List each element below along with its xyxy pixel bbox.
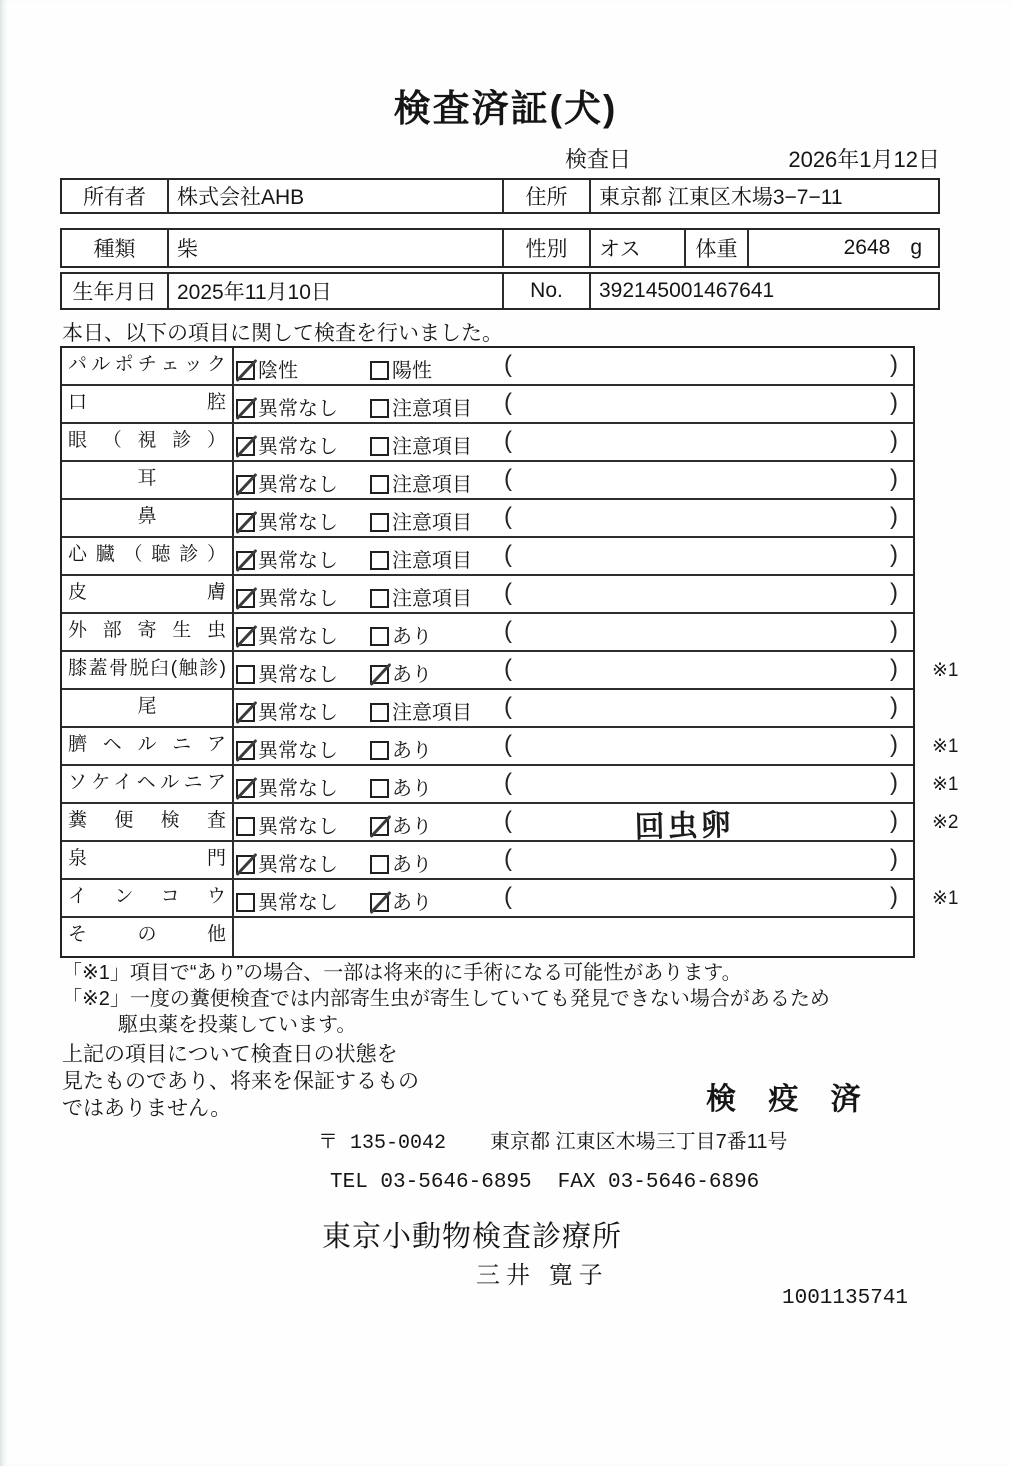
checkbox-label: あり bbox=[392, 740, 432, 762]
checklist-row bbox=[62, 614, 913, 652]
footnote-2-cont: 駆虫薬を投薬しています。 bbox=[118, 1014, 357, 1036]
row-content bbox=[234, 918, 913, 956]
checkbox-group bbox=[370, 468, 472, 497]
checkbox-group bbox=[236, 468, 338, 497]
checkbox-group bbox=[236, 354, 298, 383]
close-paren: ) bbox=[890, 389, 898, 416]
item-label: 膝蓋骨脱臼(触診) bbox=[62, 652, 234, 688]
checkbox-group bbox=[370, 734, 432, 763]
item-label: 泉門 bbox=[62, 842, 234, 878]
checkbox-group bbox=[370, 696, 472, 725]
disclaimer-line-1: 上記の項目について検査日の状態を bbox=[62, 1043, 398, 1066]
checkbox-unchecked[interactable] bbox=[370, 551, 389, 570]
checkbox-checked[interactable] bbox=[236, 475, 255, 494]
open-paren: ( bbox=[504, 617, 512, 644]
row-content bbox=[234, 728, 959, 764]
checkbox-group bbox=[370, 430, 472, 459]
close-paren: ) bbox=[890, 427, 898, 454]
row-content bbox=[234, 462, 913, 498]
clinic-name: 東京小動物検査診療所 bbox=[322, 1221, 623, 1253]
postal-code: 〒 135-0042 bbox=[318, 1132, 447, 1155]
checkbox-checked[interactable] bbox=[236, 551, 255, 570]
checkbox-group bbox=[236, 658, 338, 687]
sex-label: 性別 bbox=[502, 230, 589, 266]
checklist-row bbox=[62, 652, 959, 690]
checkbox-label: 注意項目 bbox=[392, 474, 472, 496]
sex-value: オス bbox=[589, 230, 684, 266]
close-paren: ) bbox=[890, 579, 898, 606]
weight-label: 体重 bbox=[684, 230, 747, 266]
footnote-2: 「※2」一度の糞便検査では内部寄生虫が寄生していても発見できない場合があるため bbox=[62, 988, 830, 1010]
checkbox-label: あり bbox=[392, 854, 432, 876]
checklist-row bbox=[62, 348, 913, 386]
open-paren: ( bbox=[504, 351, 512, 378]
ref-mark: ※1 bbox=[932, 774, 959, 795]
row-content bbox=[234, 614, 913, 650]
open-paren: ( bbox=[504, 883, 512, 910]
close-paren: ) bbox=[890, 503, 898, 530]
open-paren: ( bbox=[504, 541, 512, 568]
row-content bbox=[234, 348, 913, 384]
pen-check-mark-icon bbox=[236, 625, 258, 648]
address-label: 住所 bbox=[502, 180, 589, 212]
item-label: 鼻 bbox=[62, 500, 234, 536]
clinic-address: 東京都 江東区木場三丁目7番11号 bbox=[490, 1131, 788, 1153]
checkbox-unchecked[interactable] bbox=[370, 703, 389, 722]
exam-date-value: 2026年1月12日 bbox=[788, 147, 940, 172]
checkbox-checked[interactable] bbox=[236, 627, 255, 646]
tel-fax-line bbox=[330, 1171, 759, 1194]
item-label: 眼（視診） bbox=[62, 424, 234, 460]
open-paren: ( bbox=[504, 845, 512, 872]
checkbox-unchecked[interactable] bbox=[370, 627, 389, 646]
disclaimer-line-3: ではありません。 bbox=[62, 1097, 232, 1120]
checklist-row bbox=[62, 576, 913, 614]
checkbox-label: あり bbox=[392, 816, 432, 838]
row-content bbox=[234, 424, 913, 460]
no-label: No. bbox=[502, 274, 589, 308]
pen-check-mark-icon bbox=[236, 701, 258, 724]
disclaimer-line-2: 見たものであり、将来を保証するもの bbox=[62, 1070, 419, 1093]
checkbox-label: 異常なし bbox=[258, 588, 338, 610]
checkbox-label: あり bbox=[392, 778, 432, 800]
checkbox-checked[interactable] bbox=[236, 513, 255, 532]
checkbox-label: 陰性 bbox=[258, 360, 298, 382]
checkbox-group bbox=[236, 886, 338, 915]
row-content bbox=[234, 500, 913, 536]
checkbox-label: 注意項目 bbox=[392, 436, 472, 458]
checklist-row bbox=[62, 424, 913, 462]
row-content bbox=[234, 538, 913, 574]
checkbox-group bbox=[370, 772, 432, 801]
row-content bbox=[234, 766, 959, 802]
examiner-name: 三井 寛子 bbox=[476, 1262, 609, 1289]
checkbox-label: 異常なし bbox=[258, 816, 338, 838]
postal-line bbox=[318, 1125, 787, 1155]
quarantine-stamp: 検 疫 済 bbox=[706, 1083, 873, 1116]
checklist-row bbox=[62, 842, 913, 880]
pen-check-mark-icon bbox=[236, 777, 258, 800]
open-paren: ( bbox=[504, 769, 512, 796]
owner-table bbox=[60, 178, 940, 214]
open-paren: ( bbox=[504, 655, 512, 682]
checklist-row bbox=[62, 690, 913, 728]
owner-value: 株式会社AHB bbox=[167, 180, 502, 212]
birthdate-value: 2025年11月10日 bbox=[167, 274, 502, 308]
checkbox-label: 異常なし bbox=[258, 436, 338, 458]
pen-check-mark-icon bbox=[236, 397, 258, 420]
checkbox-unchecked[interactable] bbox=[370, 513, 389, 532]
checkbox-unchecked[interactable] bbox=[236, 817, 255, 836]
item-label: 臍ヘルニア bbox=[62, 728, 234, 764]
checklist-row bbox=[62, 804, 959, 845]
checkbox-group bbox=[236, 544, 338, 573]
pen-check-mark-icon bbox=[236, 549, 258, 572]
checkbox-unchecked[interactable] bbox=[370, 399, 389, 418]
checkbox-unchecked[interactable] bbox=[370, 779, 389, 798]
checkbox-label: 異常なし bbox=[258, 550, 338, 572]
row-content bbox=[234, 690, 913, 726]
checkbox-checked[interactable] bbox=[370, 665, 389, 684]
checkbox-checked[interactable] bbox=[236, 779, 255, 798]
checkbox-group bbox=[236, 392, 338, 421]
info-table-row2 bbox=[60, 272, 940, 310]
checkbox-checked[interactable] bbox=[236, 399, 255, 418]
ref-mark: ※1 bbox=[932, 736, 959, 757]
checklist-row bbox=[62, 538, 913, 576]
checkbox-checked[interactable] bbox=[236, 589, 255, 608]
checkbox-label: 異常なし bbox=[258, 664, 338, 686]
checkbox-group bbox=[236, 620, 338, 649]
exam-date-label: 検査日 bbox=[565, 147, 632, 172]
open-paren: ( bbox=[504, 579, 512, 606]
pen-check-mark-icon bbox=[236, 435, 258, 458]
open-paren: ( bbox=[504, 693, 512, 720]
pen-check-mark-icon bbox=[370, 663, 392, 686]
row-content bbox=[234, 652, 959, 688]
checkbox-unchecked[interactable] bbox=[370, 741, 389, 760]
weight-value: 2648 bbox=[843, 236, 891, 259]
checkbox-unchecked[interactable] bbox=[236, 665, 255, 684]
fax-number: FAX 03-5646-6896 bbox=[557, 1171, 760, 1194]
ref-mark: ※1 bbox=[932, 660, 959, 681]
item-label: パルポチェック bbox=[62, 348, 234, 384]
address-value: 東京都 江東区木場3−7−11 bbox=[589, 180, 938, 212]
checkbox-label: 異常なし bbox=[258, 854, 338, 876]
open-paren: ( bbox=[504, 427, 512, 454]
checkbox-group bbox=[236, 430, 338, 459]
checkbox-label: 注意項目 bbox=[392, 512, 472, 534]
checkbox-label: 異常なし bbox=[258, 398, 338, 420]
row-content bbox=[234, 576, 913, 612]
document-number: 1001135741 bbox=[782, 1287, 909, 1310]
checkbox-unchecked[interactable] bbox=[370, 475, 389, 494]
checkbox-unchecked[interactable] bbox=[370, 855, 389, 874]
open-paren: ( bbox=[504, 807, 512, 834]
item-label: 尾 bbox=[62, 690, 234, 726]
checkbox-label: あり bbox=[392, 626, 432, 648]
pen-check-mark-icon bbox=[236, 473, 258, 496]
close-paren: ) bbox=[890, 769, 898, 796]
pen-check-mark-icon bbox=[370, 815, 392, 838]
checkbox-group bbox=[236, 772, 338, 801]
checkbox-label: あり bbox=[392, 664, 432, 686]
ref-mark: ※2 bbox=[932, 812, 959, 833]
row-content bbox=[234, 842, 913, 878]
close-paren: ) bbox=[890, 883, 898, 910]
intro-statement: 本日、以下の項目に関して検査を行いました。 bbox=[62, 322, 503, 345]
info-table-row1 bbox=[60, 228, 940, 268]
checklist-row bbox=[62, 462, 913, 500]
checkbox-unchecked[interactable] bbox=[370, 361, 389, 380]
weight-unit: g bbox=[910, 236, 922, 259]
checkbox-checked[interactable] bbox=[236, 361, 255, 380]
checkbox-group bbox=[236, 810, 338, 839]
pen-check-mark-icon bbox=[236, 853, 258, 876]
item-label: 耳 bbox=[62, 462, 234, 498]
tel-number: TEL 03-5646-6895 bbox=[330, 1171, 532, 1194]
open-paren: ( bbox=[504, 465, 512, 492]
checkbox-label: 注意項目 bbox=[392, 398, 472, 420]
breed-label: 種類 bbox=[93, 238, 136, 261]
disclaimer bbox=[62, 1041, 472, 1122]
checkbox-group bbox=[370, 506, 472, 535]
item-label: インコウ bbox=[62, 880, 234, 916]
pen-check-mark-icon bbox=[236, 587, 258, 610]
pen-check-mark-icon bbox=[236, 511, 258, 534]
checkbox-label: 異常なし bbox=[258, 512, 338, 534]
checkbox-label: 注意項目 bbox=[392, 550, 472, 572]
open-paren: ( bbox=[504, 503, 512, 530]
item-label: 外部寄生虫 bbox=[62, 614, 234, 650]
checkbox-unchecked[interactable] bbox=[370, 589, 389, 608]
checkbox-label: 陽性 bbox=[392, 360, 432, 382]
checkbox-group bbox=[370, 886, 432, 915]
checkbox-group bbox=[370, 354, 432, 383]
checkbox-unchecked[interactable] bbox=[236, 893, 255, 912]
close-paren: ) bbox=[890, 845, 898, 872]
checkbox-label: 注意項目 bbox=[392, 588, 472, 610]
row-content bbox=[234, 804, 959, 845]
close-paren: ) bbox=[890, 693, 898, 720]
checkbox-label: 異常なし bbox=[258, 474, 338, 496]
checkbox-group bbox=[236, 582, 338, 611]
checkbox-group bbox=[236, 696, 338, 725]
item-label: ソケイヘルニア bbox=[62, 766, 234, 802]
page-title: 検査済証(犬) bbox=[393, 88, 618, 129]
open-paren: ( bbox=[504, 731, 512, 758]
row-content bbox=[234, 880, 959, 916]
checklist-table bbox=[60, 346, 959, 958]
close-paren: ) bbox=[890, 541, 898, 568]
checklist-row bbox=[62, 880, 959, 918]
no-value: 392145001467641 bbox=[589, 274, 938, 308]
breed-value: 柴 bbox=[167, 230, 502, 266]
handwritten-note: 回虫卵 bbox=[634, 808, 735, 845]
checklist-row bbox=[62, 500, 913, 538]
item-label: 糞便検査 bbox=[62, 804, 234, 840]
item-label: 心臓（聴診） bbox=[62, 538, 234, 574]
owner-label: 所有者 bbox=[83, 186, 146, 209]
checkbox-checked[interactable] bbox=[236, 703, 255, 722]
item-label: 口腔 bbox=[62, 386, 234, 422]
close-paren: ) bbox=[890, 731, 898, 758]
checkbox-checked[interactable] bbox=[370, 817, 389, 836]
checkbox-label: 異常なし bbox=[258, 778, 338, 800]
footnotes bbox=[62, 960, 912, 1038]
checklist-row bbox=[62, 386, 913, 424]
checkbox-label: 異常なし bbox=[258, 626, 338, 648]
checkbox-label: 異常なし bbox=[258, 740, 338, 762]
checkbox-checked[interactable] bbox=[236, 741, 255, 760]
checkbox-group bbox=[236, 848, 338, 877]
checklist-row bbox=[62, 728, 959, 766]
checkbox-group bbox=[370, 848, 432, 877]
weight-value-cell bbox=[747, 230, 938, 266]
row-content bbox=[234, 386, 913, 422]
ref-mark: ※1 bbox=[932, 888, 959, 909]
checkbox-group bbox=[370, 620, 432, 649]
checkbox-unchecked[interactable] bbox=[370, 437, 389, 456]
checklist-row bbox=[62, 918, 913, 956]
checkbox-label: 異常なし bbox=[258, 702, 338, 724]
checkbox-checked[interactable] bbox=[370, 893, 389, 912]
pen-check-mark-icon bbox=[236, 739, 258, 762]
checkbox-group bbox=[370, 582, 472, 611]
checkbox-label: 異常なし bbox=[258, 892, 338, 914]
birthdate-label: 生年月日 bbox=[72, 281, 157, 304]
checkbox-label: あり bbox=[392, 892, 432, 914]
checkbox-group bbox=[236, 734, 338, 763]
close-paren: ) bbox=[890, 465, 898, 492]
checkbox-group bbox=[370, 392, 472, 421]
close-paren: ) bbox=[890, 351, 898, 378]
close-paren: ) bbox=[890, 655, 898, 682]
pen-check-mark-icon bbox=[236, 359, 258, 382]
open-paren: ( bbox=[504, 389, 512, 416]
checkbox-group bbox=[370, 658, 432, 687]
close-paren: ) bbox=[890, 807, 898, 834]
item-label: 皮膚 bbox=[62, 576, 234, 612]
checkbox-group bbox=[370, 544, 472, 573]
checkbox-checked[interactable] bbox=[236, 437, 255, 456]
checkbox-checked[interactable] bbox=[236, 855, 255, 874]
footnote-1: 「※1」項目で“あり”の場合、一部は将来的に手術になる可能性があります。 bbox=[62, 962, 742, 984]
close-paren: ) bbox=[890, 617, 898, 644]
checkbox-label: 注意項目 bbox=[392, 702, 472, 724]
pen-check-mark-icon bbox=[370, 891, 392, 914]
checkbox-group bbox=[370, 810, 432, 839]
checkbox-group bbox=[236, 506, 338, 535]
item-label: その他 bbox=[62, 918, 234, 956]
